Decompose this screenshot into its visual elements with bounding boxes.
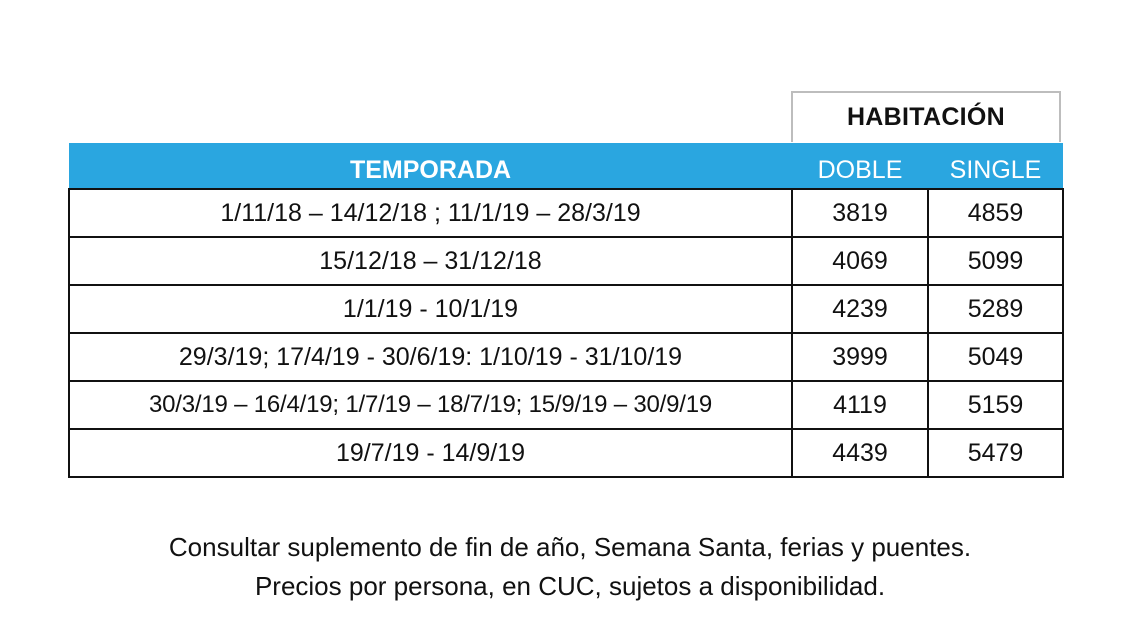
season-cell: 1/11/18 – 14/12/18 ; 11/1/19 – 28/3/19 — [69, 189, 792, 237]
table-row — [69, 429, 1063, 477]
season-cell: 29/3/19; 17/4/19 - 30/6/19: 1/10/19 - 31/10/19 — [69, 333, 792, 381]
season-cell: 15/12/18 – 31/12/18 — [69, 237, 792, 285]
single-column-header: SINGLE — [928, 143, 1063, 189]
table-row — [69, 189, 1063, 237]
table-row — [69, 237, 1063, 285]
price-table — [68, 143, 1064, 478]
footnotes — [0, 528, 1140, 606]
doble-price-cell: 4439 — [792, 429, 928, 477]
footnote-line: Precios por persona, en CUC, sujetos a disponibilidad. — [254, 571, 886, 601]
season-cell: 19/7/19 - 14/9/19 — [69, 429, 792, 477]
doble-column-header: DOBLE — [792, 143, 928, 189]
footnote-line: Consultar suplemento de fin de año, Semana Santa, ferias y puentes. — [168, 532, 972, 562]
single-price-cell: 4859 — [928, 189, 1063, 237]
single-price-cell: 5099 — [928, 237, 1063, 285]
season-column-header: TEMPORADA — [69, 143, 792, 189]
doble-price-cell: 3819 — [792, 189, 928, 237]
doble-price-cell: 4119 — [792, 381, 928, 429]
single-price-cell: 5159 — [928, 381, 1063, 429]
single-price-cell: 5479 — [928, 429, 1063, 477]
doble-price-cell: 4239 — [792, 285, 928, 333]
table-header-row — [69, 143, 1063, 189]
single-price-cell: 5289 — [928, 285, 1063, 333]
season-cell: 1/1/19 - 10/1/19 — [69, 285, 792, 333]
doble-price-cell: 4069 — [792, 237, 928, 285]
table-row — [69, 381, 1063, 429]
single-price-cell: 5049 — [928, 333, 1063, 381]
table-row — [69, 333, 1063, 381]
season-cell: 30/3/19 – 16/4/19; 1/7/19 – 18/7/19; 15/9/19 – 30/9/19 — [69, 381, 792, 429]
doble-price-cell: 3999 — [792, 333, 928, 381]
room-group-header: HABITACIÓN — [791, 91, 1061, 142]
table-row — [69, 285, 1063, 333]
